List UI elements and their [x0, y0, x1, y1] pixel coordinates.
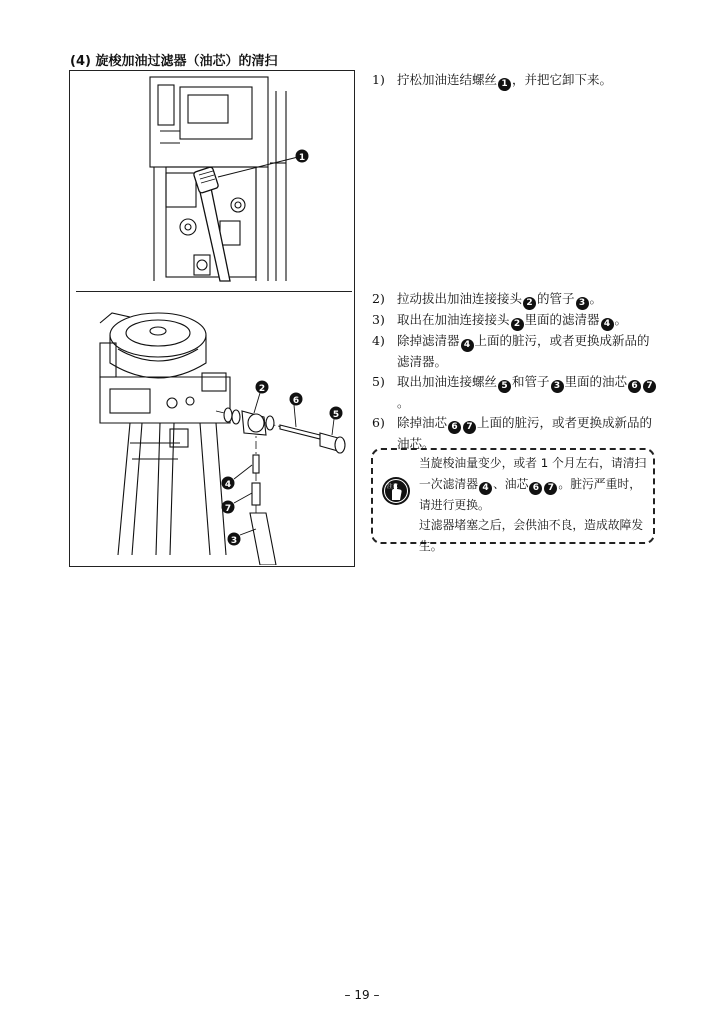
step-list-top	[372, 70, 662, 91]
step-number: 3)	[372, 312, 385, 327]
step-text	[397, 372, 662, 413]
callout-ref-2: 2	[511, 318, 524, 331]
text-run: 和管子	[512, 374, 550, 389]
text-run: 上面的脏污，或者更换成新品的油芯。	[397, 415, 653, 451]
caution-icon-label: 注意	[387, 484, 399, 490]
step-item	[372, 289, 662, 310]
text-run: 。	[589, 291, 603, 306]
step-text	[397, 289, 662, 310]
callout-1-label: 1	[298, 153, 306, 163]
filter-exploded-illustration	[70, 293, 354, 565]
callout-5-label: 5	[332, 410, 340, 420]
text-run: 里面的油芯	[564, 374, 628, 389]
callout-ref-6: 6	[448, 421, 461, 434]
callout-ref-3: 3	[551, 380, 564, 393]
callout-ref-5: 5	[498, 380, 511, 393]
step-number: 2)	[372, 291, 385, 306]
callout-ref-2: 2	[523, 297, 536, 310]
callout-ref-3: 3	[576, 297, 589, 310]
callout-ref-7: 7	[544, 482, 557, 495]
caution-text	[419, 453, 651, 556]
text-run: 除掉油芯	[397, 415, 448, 430]
text-run: 里面的滤清器	[524, 312, 600, 327]
callout-2-label: 2	[258, 384, 266, 394]
caution-box	[371, 448, 655, 553]
callout-ref-4: 4	[461, 339, 474, 352]
caution-paragraph	[419, 453, 651, 515]
text-run: 拉动拔出加油连接接头	[397, 291, 523, 306]
step-text	[397, 310, 662, 331]
step-item	[372, 310, 662, 331]
callout-6-label: 6	[292, 396, 300, 406]
section-title: (4) 旋梭加油过滤器（油芯）的清扫	[70, 54, 278, 69]
step-text	[397, 331, 662, 372]
callout-ref-6: 6	[628, 380, 641, 393]
callout-7-label: 7	[224, 504, 232, 514]
callout-ref-6: 6	[529, 482, 542, 495]
text-run: 。脏污严重时，请进行更换。	[419, 476, 641, 512]
step-text	[397, 70, 662, 91]
text-run: 取出加油连接螺丝	[397, 374, 498, 389]
step-number: 1)	[372, 72, 385, 87]
callout-ref-1: 1	[498, 78, 511, 91]
text-run: 上面的脏污，或者更换成新品的滤清器。	[397, 333, 650, 369]
callout-4-label: 4	[224, 480, 232, 490]
callout-ref-4: 4	[479, 482, 492, 495]
callout-3-label: 3	[230, 536, 238, 546]
text-run: 的管子	[537, 291, 575, 306]
callout-ref-7: 7	[463, 421, 476, 434]
page-number: – 19 –	[344, 988, 380, 1002]
callout-ref-7: 7	[643, 380, 656, 393]
step-item	[372, 331, 662, 372]
step-number: 4)	[372, 333, 385, 348]
text-run: 拧松加油连结螺丝	[397, 72, 498, 87]
step-number: 6)	[372, 415, 385, 430]
step-item	[372, 70, 662, 91]
text-run: 除掉滤清器	[397, 333, 460, 348]
text-run: 。	[397, 395, 410, 410]
step-item	[372, 372, 662, 413]
oil-screw-illustration	[70, 71, 354, 289]
text-run: 当旋梭油量变少，或者 1 个月左右，请清扫一次滤清器	[419, 456, 647, 491]
text-run: 取出在加油连接接头	[397, 312, 510, 327]
figure-divider	[76, 291, 352, 292]
step-number: 5)	[372, 374, 385, 389]
text-run: 、油芯	[493, 476, 529, 491]
text-run: ，并把它卸下来。	[512, 72, 613, 87]
text-run: 。	[614, 312, 628, 327]
step-list-bottom	[372, 289, 662, 454]
callout-ref-4: 4	[601, 318, 614, 331]
text-run: 过滤器堵塞之后，会供油不良，造成故障发生。	[419, 518, 644, 553]
caution-paragraph	[419, 515, 651, 556]
caution-hand-icon	[381, 476, 411, 506]
